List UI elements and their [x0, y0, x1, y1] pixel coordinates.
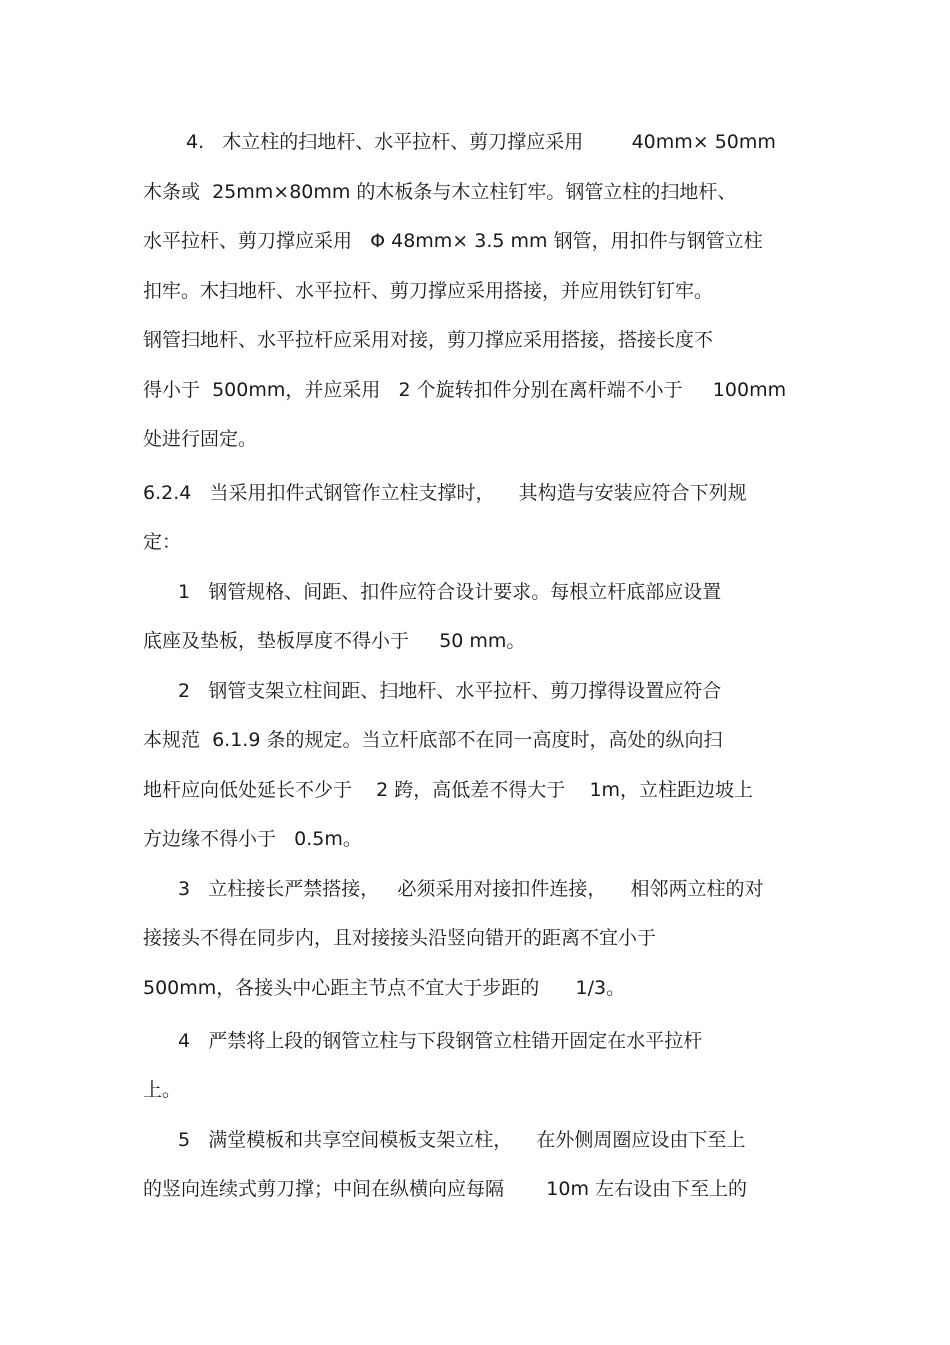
text-line: 地杆应向低处延长不少于 2 跨，高低差不得大于 1m，立柱距边坡上 [143, 779, 754, 801]
text-line: 接接头不得在同步内，且对接接头沿竖向错开的距离不宜小于 [143, 927, 657, 949]
list-item-line: 5 满堂模板和共享空间模板支架立柱， 在外侧周圈应设由下至上 [178, 1129, 746, 1151]
text-line: 得小于 500mm，并应采用 2 个旋转扣件分别在离杆端不小于 100mm [143, 379, 787, 401]
text-line: 处进行固定。 [143, 428, 258, 450]
text-line: 底座及垫板，垫板厚度不得小于 50 mm。 [143, 630, 526, 652]
list-item-line: 2 钢管支架立柱间距、扫地杆、水平拉杆、剪刀撑得设置应符合 [178, 680, 722, 702]
list-item-line: 4 严禁将上段的钢管立柱与下段钢管立柱错开固定在水平拉杆 [178, 1030, 703, 1052]
text-line: 木条或 25mm×80mm 的木板条与木立柱钉牢。钢管立柱的扫地杆、 [143, 181, 737, 203]
text-line: 500mm，各接头中心距主节点不宜大于步距的 1/3。 [143, 977, 626, 999]
text-line: 扣牢。木扫地杆、水平拉杆、剪刀撑应采用搭接，并应用铁钉钉牢。 [143, 280, 714, 302]
text-line: 4. 木立柱的扫地杆、水平拉杆、剪刀撑应采用 40mm× 50mm [186, 131, 776, 153]
text-line: 钢管扫地杆、水平拉杆应采用对接，剪刀撑应采用搭接，搭接长度不 [143, 329, 714, 351]
text-line: 本规范 6.1.9 条的规定。当立杆底部不在同一高度时，高处的纵向扫 [143, 729, 723, 751]
text-line: 定： [143, 531, 182, 553]
text-line: 方边缘不得小于 0.5m。 [143, 828, 362, 850]
list-item-line: 3 立柱接长严禁搭接， 必须采用对接扣件连接， 相邻两立柱的对 [178, 878, 764, 900]
text-line: 上。 [143, 1079, 182, 1101]
section-heading-line: 6.2.4 当采用扣件式钢管作立柱支撑时， 其构造与安装应符合下列规 [143, 482, 747, 504]
text-line: 的竖向连续式剪刀撑；中间在纵横向应每隔 10m 左右设由下至上的 [143, 1178, 748, 1200]
list-item-line: 1 钢管规格、间距、扣件应符合设计要求。每根立杆底部应设置 [178, 581, 722, 603]
text-line: 水平拉杆、剪刀撑应采用 Φ 48mm× 3.5 mm 钢管，用扣件与钢管立柱 [143, 230, 763, 252]
